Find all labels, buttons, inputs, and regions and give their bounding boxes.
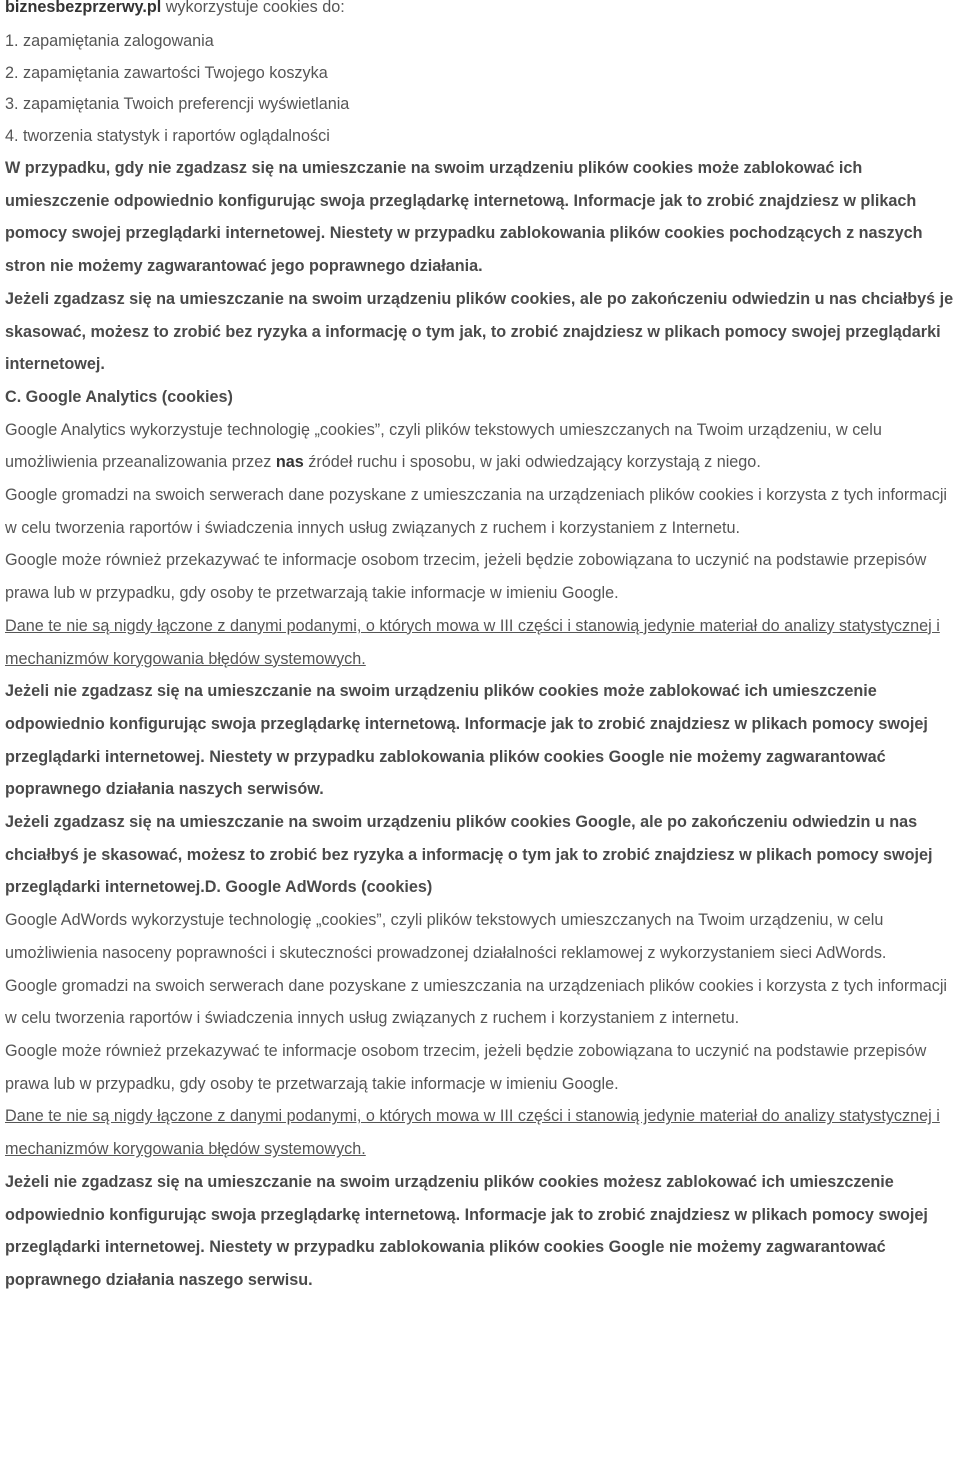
ga-paragraph-5: Jeżeli nie zgadzasz się na umieszczanie na swoim urządzeniu plików cookies może zablokować ich umieszczenie odpowiednio konfigurując swoja przeglądarkę internetową. Informacje jak to zrobić znajdziesz w plikach pomocy swojej przeglądarki internetowej. Niestety w przypadku zablokowania plików cookies Google nie możemy zagwarantować poprawnego działania naszych serwisów. (5, 682, 928, 799)
aw-paragraph-5: Jeżeli nie zgadzasz się na umieszczanie na swoim urządzeniu plików cookies możesz zablokować ich umieszczenie odpowiednio konfigurując swoja przeglądarkę internetową. Informacje jak to zrobić znajdziesz w plikach pomocy swojej przeglądarki internetowej. Niestety w przypadku zablokowania plików cookies Google nie możemy zagwarantować poprawnego działania naszego serwisu. (5, 1172, 928, 1289)
ga-p1-bold: nas (275, 453, 304, 472)
ga-paragraph-4: Dane te nie są nigdy łączone z danymi podanymi, o których mowa w III części i stanowią jedynie materiał do analizy statystycznej i mechanizmów korygowania błędów systemowych. (5, 616, 940, 668)
aw-paragraph-2: Google gromadzi na swoich serwerach dane pozyskane z umieszczania na urządzeniach plików cookies i korzysta z tych informacji w celu tworzenia raportów i świadczenia innych usług związanych z ruchem i korzystaniem z internetu. (5, 976, 948, 1028)
block-disable-text: W przypadku, gdy nie zgadzasz się na umieszczanie na swoim urządzeniu plików cookies może zablokować ich umieszczenie odpowiednio konfigurując swoja przeglądarkę internetową. (5, 159, 863, 210)
block-info-text: Informacje jak to zrobić znajdziesz w plikach pomocy swojej przeglądarki internetowej. (5, 191, 917, 243)
list-item-4: 4. tworzenia statystyk i raportów oglądalności (5, 126, 330, 145)
ga-paragraph-3: Google może również przekazywać te informacje osobom trzecim, jeżeli będzie zobowiązana to uczynić na podstawie przepisów prawa lub w przypadku, gdy osoby te przetwarzają takie informacje w imieniu Google. (5, 551, 927, 603)
ga-heading: C. Google Analytics (cookies) (5, 387, 233, 406)
aw-heading: D. Google AdWords (cookies) (204, 878, 433, 897)
list-item-3: 3. zapamiętania Twoich preferencji wyświetlania (5, 95, 350, 113)
cookies-block-paragraph (5, 152, 957, 283)
list-item-1: 1. zapamiętania zalogowania (5, 32, 214, 50)
document-body (5, 0, 957, 1297)
aw-paragraph-3: Google może również przekazywać te informacje osobom trzecim, jeżeli będzie zobowiązana to uczynić na podstawie przepisów prawa lub w przypadku, gdy osoby te przetwarzają takie informacje w imieniu Google. (5, 1041, 927, 1093)
cookies-delete-paragraph: Jeżeli zgadzasz się na umieszczanie na swoim urządzeniu plików cookies, ale po zakończeniu odwiedzin u nas chciałbyś je skasować, możesz to zrobić bez ryzyka a informację o tym jak, to zrobić znajdziesz w plikach pomocy swojej przeglądarki internetowej. (5, 289, 954, 374)
intro-text: wykorzystuje cookies do: (161, 0, 345, 16)
site-name: biznesbezprzerwy.pl (5, 0, 162, 16)
ga-paragraph-1 (5, 414, 957, 479)
intro-line (5, 0, 957, 26)
ga-p6-text: Jeżeli zgadzasz się na umieszczanie na swoim urządzeniu plików cookies Google, ale po zakończeniu odwiedzin u nas chciałbyś je skasować, możesz to zrobić bez ryzyka a informację o tym jak to zrobić znajdziesz w plikach pomocy swojej przeglądarki internetowej. (5, 813, 933, 897)
aw-paragraph-1: Google AdWords wykorzystuje technologię „cookies”, czyli plików tekstowych umieszczanych na Twoim urządzeniu, w celu umożliwienia nasoceny poprawności i skuteczności prowadzonej działalności reklamowej z wykorzystaniem sieci AdWords. (5, 911, 887, 962)
list-item-2: 2. zapamiętania zawartości Twojego koszyka (5, 63, 328, 82)
ga-p1-text-a: Google Analytics wykorzystuje technologię „cookies”, czyli plików tekstowych umieszczanych na Twoim urządzeniu, w celu umożliwienia przeanalizowania przez (5, 420, 882, 472)
ga-p1-text-c: źródeł ruchu i sposobu, w jaki odwiedzający korzystają z niego. (303, 453, 761, 472)
ga-paragraph-2: Google gromadzi na swoich serwerach dane pozyskane z umieszczania na urządzeniach plików cookies i korzysta z tych informacji w celu tworzenia raportów i świadczenia innych usług związanych z ruchem i korzystaniem z Internetu. (5, 486, 948, 537)
aw-paragraph-4: Dane te nie są nigdy łączone z danymi podanymi, o których mowa w III części i stanowią jedynie materiał do analizy statystycznej i mechanizmów korygowania błędów systemowych. (5, 1107, 940, 1159)
block-warning-text: Niestety w przypadku zablokowania plików cookies pochodzących z naszych stron nie możemy zagwarantować jego poprawnego działania. (5, 224, 923, 276)
ga-paragraph-6 (5, 806, 957, 904)
